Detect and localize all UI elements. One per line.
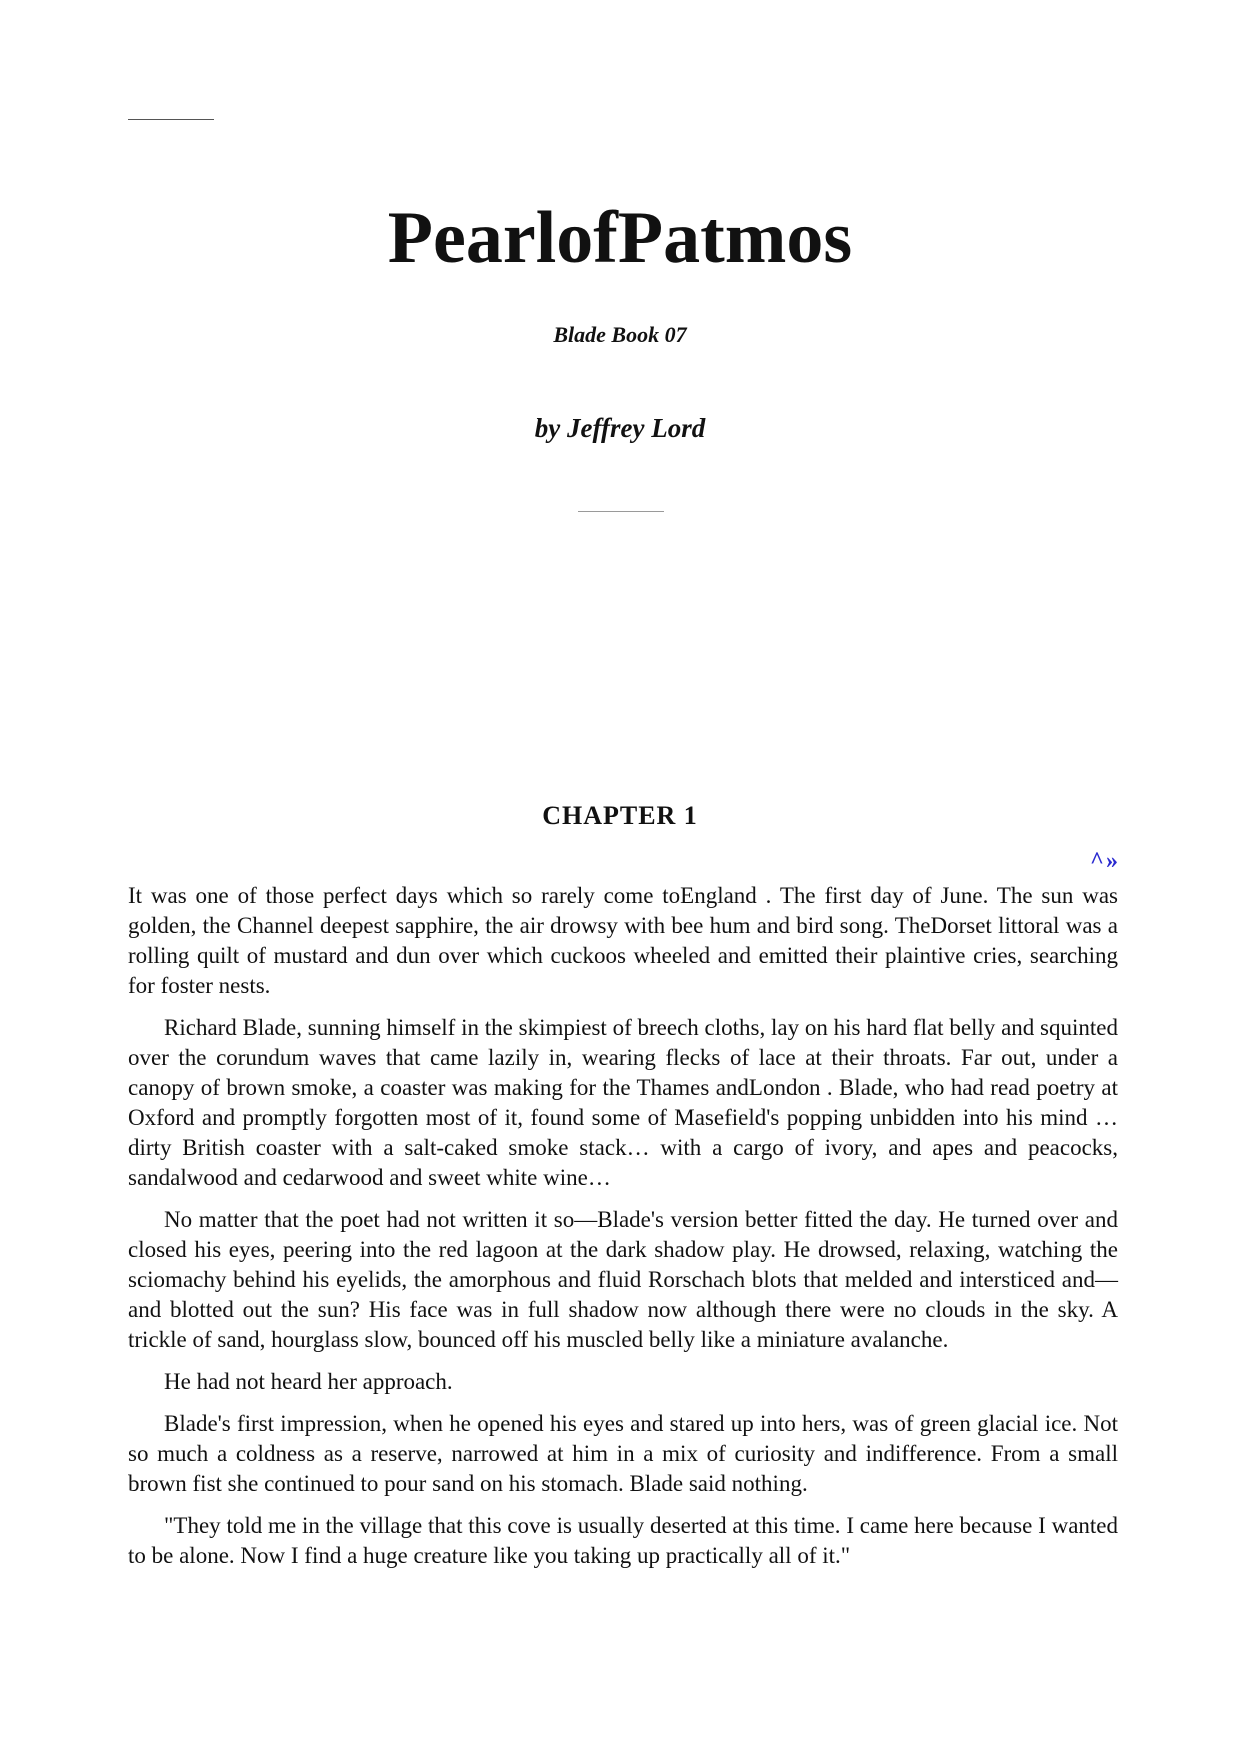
- paragraph: Richard Blade, sunning himself in the skimpiest of breech cloths, lay on his hard flat belly and squinted over the corundum waves that came lazily in, wearing flecks of lace at their throats. Far out, under a canopy of brown smoke, a coaster was making for the Thames andLondon . Blade, who had read poetry at Oxford and promptly forgotten most of it, found some of Masefield's popping unbidden into his mind … dirty British coaster with a salt-caked smoke stack… with a cargo of ivory, and apes and peacocks, sandalwood and cedarwood and sweet white wine…: [128, 1015, 1118, 1190]
- top-divider: [128, 119, 214, 120]
- paragraph: It was one of those perfect days which so rarely come toEngland . The first day of June. The sun was golden, the Channel deepest sapphire, the air drowsy with bee hum and bird song. TheDorset littoral was a rolling quilt of mustard and dun over which cuckoos wheeled and emitted their plaintive cries, searching for foster nests.: [128, 883, 1118, 998]
- book-author: by Jeffrey Lord: [534, 413, 706, 443]
- paragraph: He had not heard her approach.: [164, 1369, 453, 1394]
- title-divider: [578, 511, 664, 512]
- chapter-body: [128, 881, 1118, 1583]
- book-title: PearlofPatmos: [387, 197, 853, 279]
- paragraph: "They told me in the village that this cove is usually deserted at this time. I came here because I wanted to be alone. Now I find a huge creature like you taking up practically all of it.": [128, 1513, 1118, 1568]
- nav-up-link[interactable]: ^: [1090, 848, 1104, 874]
- paragraph: Blade's first impression, when he opened his eyes and stared up into hers, was of green glacial ice. Not so much a coldness as a reserve, narrowed at him in a mix of curiosity and indifference. From a small brown fist she continued to pour sand on his stomach. Blade said nothing.: [128, 1411, 1118, 1496]
- paragraph: No matter that the poet had not written it so—Blade's version better fitted the day. He turned over and closed his eyes, peering into the red lagoon at the dark shadow play. He drowsed, relaxing, watching the sciomachy behind his eyelids, the amorphous and fluid Rorschach blots that melded and intersticed and—and blotted out the sun? His face was in full shadow now although there were no clouds in the sky. A trickle of sand, hourglass slow, bounced off his muscled belly like a miniature avalanche.: [128, 1207, 1118, 1352]
- book-series: Blade Book 07: [553, 322, 687, 347]
- nav-next-link[interactable]: »: [1106, 848, 1118, 874]
- chapter-nav: [1090, 848, 1118, 875]
- chapter-heading: CHAPTER 1: [542, 801, 698, 830]
